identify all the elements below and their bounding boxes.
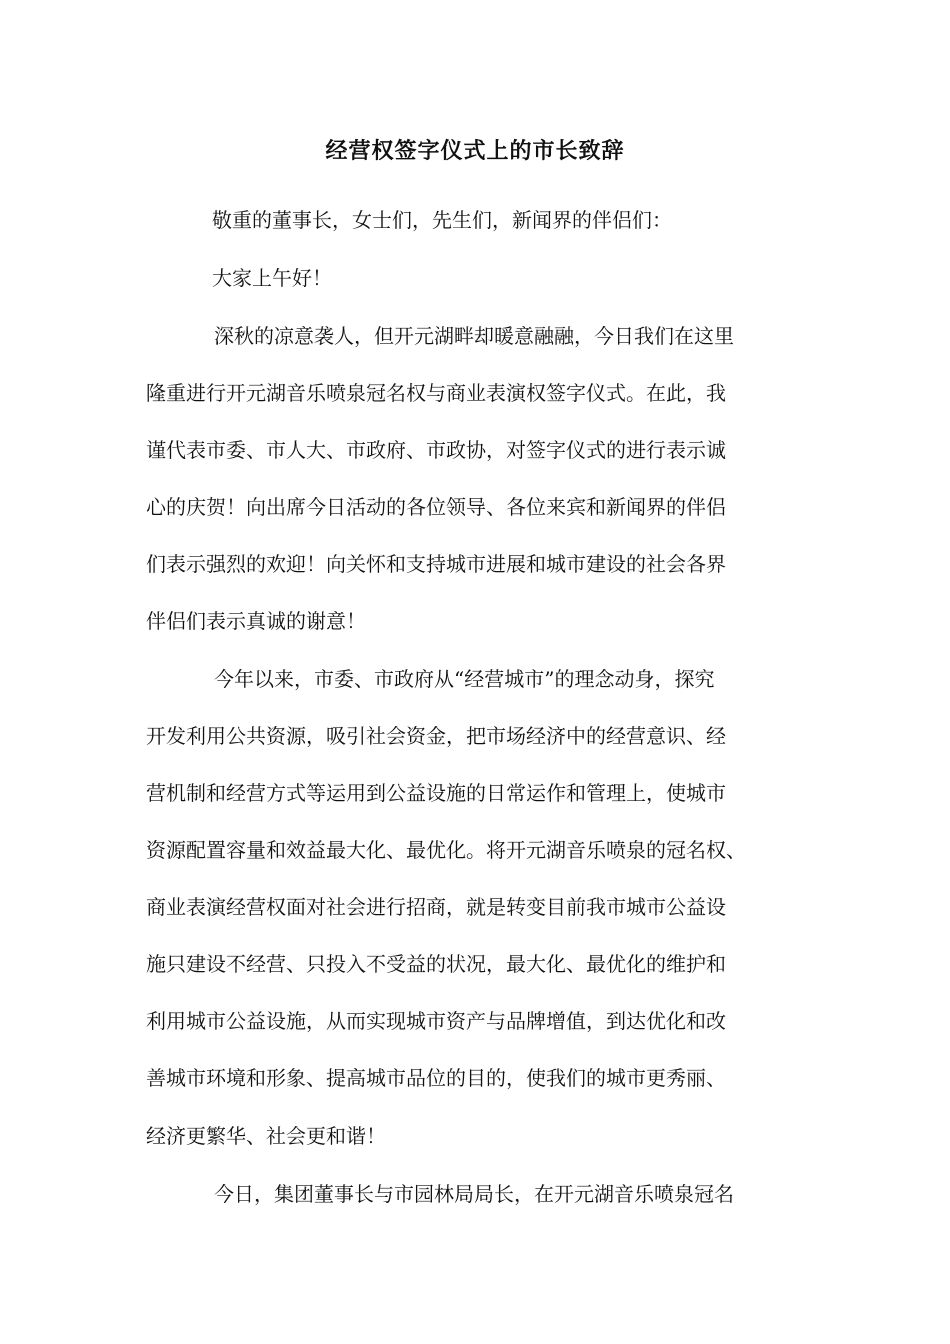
- paragraph-line: 心的庆贺！向出席今日活动的各位领导、各位来宾和新闻界的伴侣: [146, 495, 726, 519]
- paragraph-line: 经济更繁华、社会更和谐！: [146, 1124, 386, 1148]
- paragraph-line: 商业表演经营权面对社会进行招商，就是转变目前我市城市公益设: [146, 895, 726, 919]
- paragraph-line: 深秋的凉意袭人，但开元湖畔却暖意融融，今日我们在这里: [214, 324, 734, 348]
- salutation-line: 敬重的董事长，女士们，先生们，新闻界的伴侣们：: [212, 208, 672, 232]
- paragraph-line: 谨代表市委、市人大、市政府、市政协，对签字仪式的进行表示诚: [146, 438, 726, 462]
- paragraph-line: 资源配置容量和效益最大化、最优化。将开元湖音乐喷泉的冠名权、: [146, 838, 746, 862]
- greeting-line: 大家上午好！: [212, 266, 332, 290]
- paragraph-line: 今日，集团董事长与市园林局局长，在开元湖音乐喷泉冠名: [214, 1182, 734, 1206]
- paragraph-line: 善城市环境和形象、提高城市品位的目的，使我们的城市更秀丽、: [146, 1066, 726, 1090]
- paragraph-line: 隆重进行开元湖音乐喷泉冠名权与商业表演权签字仪式。在此，我: [146, 381, 726, 405]
- paragraph-line: 施只建设不经营、只投入不受益的状况，最大化、最优化的维护和: [146, 952, 726, 976]
- paragraph-line: 们表示强烈的欢迎！向关怀和支持城市进展和城市建设的社会各界: [146, 552, 726, 576]
- paragraph-line: 伴侣们表示真诚的谢意！: [146, 609, 366, 633]
- document-title: 经营权签字仪式上的市长致辞: [325, 139, 625, 164]
- paragraph-line: 开发利用公共资源，吸引社会资金，把市场经济中的经营意识、经: [146, 724, 726, 748]
- paragraph-line: 今年以来，市委、市政府从“经营城市”的理念动身，探究: [214, 667, 715, 691]
- paragraph-line: 营机制和经营方式等运用到公益设施的日常运作和管理上，使城市: [146, 781, 726, 805]
- paragraph-line: 利用城市公益设施，从而实现城市资产与品牌增值，到达优化和改: [146, 1009, 726, 1033]
